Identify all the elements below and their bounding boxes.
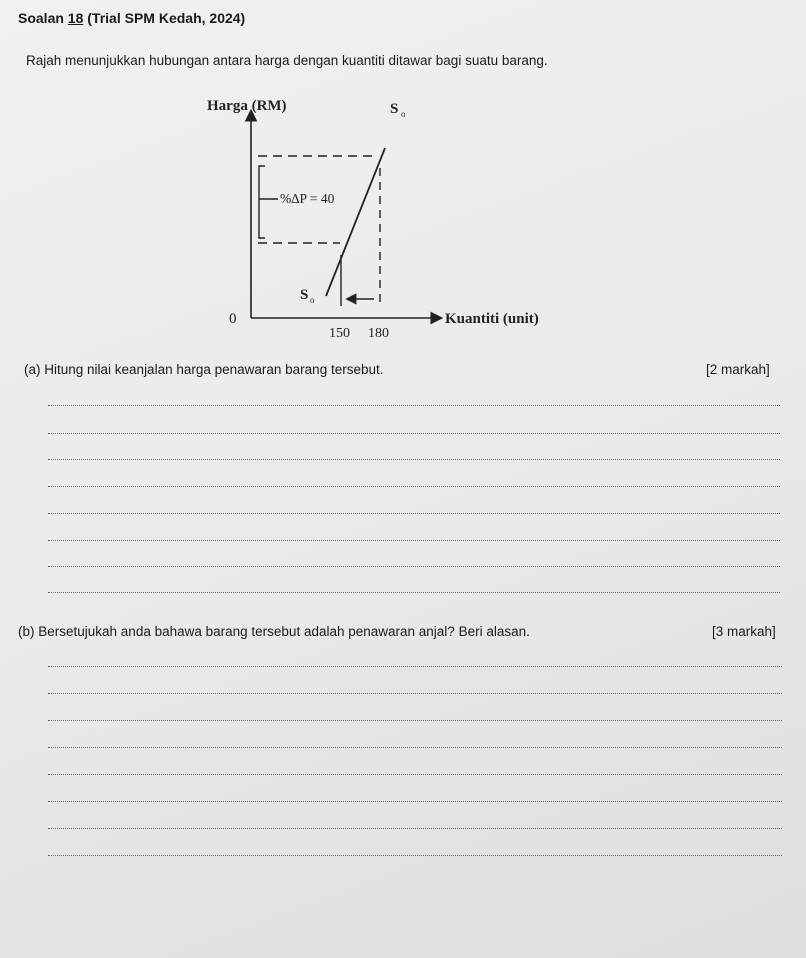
question-b-marks: [3 markah] bbox=[712, 624, 776, 639]
question-a-marks: [2 markah] bbox=[706, 362, 770, 377]
origin-label: 0 bbox=[229, 311, 237, 327]
supply-label-bottom: S bbox=[300, 287, 309, 303]
answer-line[interactable] bbox=[48, 801, 782, 802]
answer-line[interactable] bbox=[48, 592, 780, 593]
price-change-annotation: %∆P = 40 bbox=[280, 191, 335, 206]
answer-line[interactable] bbox=[48, 747, 782, 748]
answer-line[interactable] bbox=[48, 405, 780, 406]
answer-line[interactable] bbox=[48, 433, 780, 434]
supply-label-top-sub: o bbox=[401, 109, 406, 119]
x-axis-label: Kuantiti (unit) bbox=[445, 311, 539, 327]
question-a-text: (a) Hitung nilai keanjalan harga penawaran barang tersebut. bbox=[24, 362, 384, 377]
answer-line[interactable] bbox=[48, 855, 782, 856]
title-source: (Trial SPM Kedah, 2024) bbox=[87, 10, 246, 26]
question-intro: Rajah menunjukkan hubungan antara harga dengan kuantiti ditawar bagi suatu barang. bbox=[26, 53, 548, 68]
supply-curve bbox=[326, 148, 385, 296]
answer-line[interactable] bbox=[48, 486, 780, 487]
answer-line[interactable] bbox=[48, 566, 780, 567]
x-tick-150: 150 bbox=[329, 326, 350, 341]
supply-diagram bbox=[0, 0, 806, 360]
answer-line[interactable] bbox=[48, 774, 782, 775]
supply-label-top: S bbox=[390, 101, 399, 117]
answer-line[interactable] bbox=[48, 459, 780, 460]
supply-label-bottom-sub: o bbox=[310, 295, 315, 305]
answer-line[interactable] bbox=[48, 828, 782, 829]
answer-line[interactable] bbox=[48, 666, 782, 667]
question-b-text: (b) Bersetujukah anda bahawa barang tersebut adalah penawaran anjal? Beri alasan. bbox=[18, 624, 530, 639]
x-tick-180: 180 bbox=[368, 326, 389, 341]
question-number: 18 bbox=[67, 10, 84, 26]
price-change-bracket bbox=[259, 166, 265, 238]
answer-line[interactable] bbox=[48, 513, 780, 514]
title-prefix: Soalan bbox=[18, 10, 64, 26]
y-axis-label: Harga (RM) bbox=[207, 98, 287, 114]
answer-line[interactable] bbox=[48, 540, 780, 541]
answer-line[interactable] bbox=[48, 720, 782, 721]
answer-line[interactable] bbox=[48, 693, 782, 694]
